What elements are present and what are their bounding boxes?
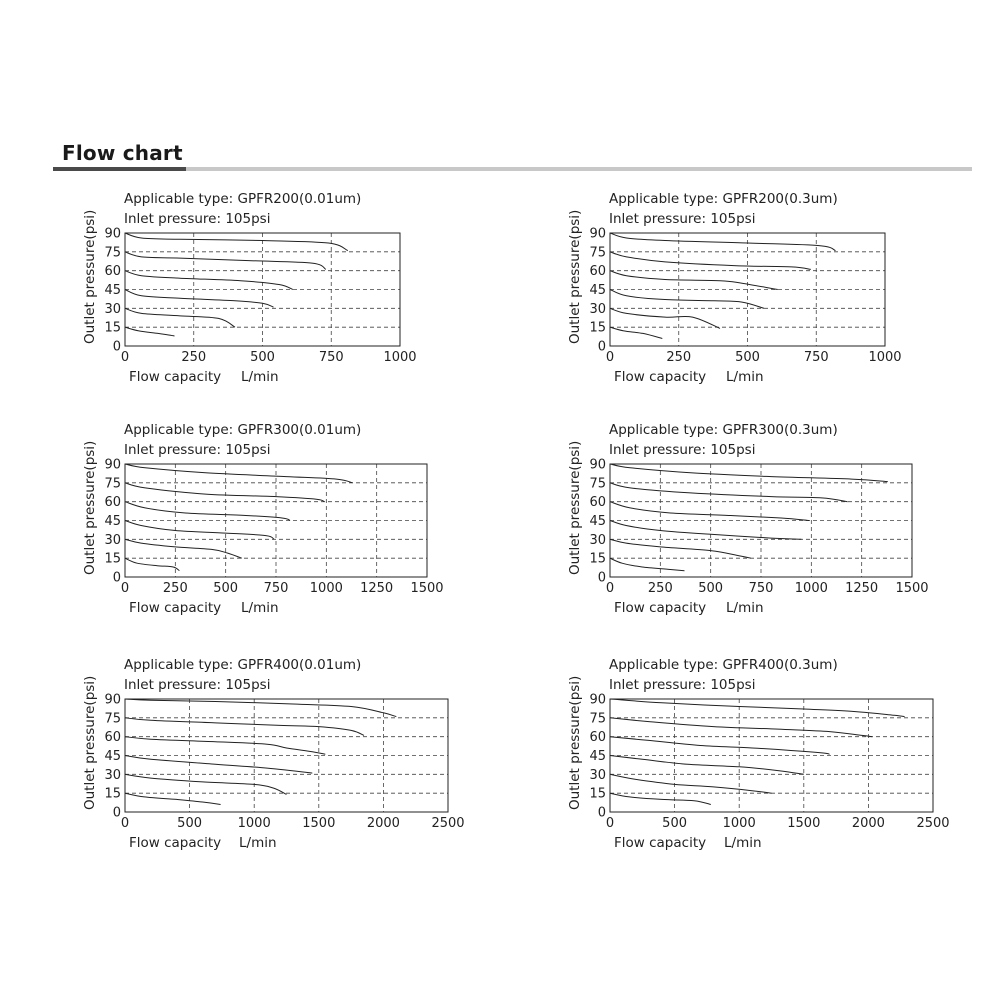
x-axis-unit: L/min: [726, 369, 764, 385]
x-axis-unit: L/min: [239, 835, 277, 851]
y-axis-label: Outlet pressure(psi): [567, 675, 583, 810]
y-tick-label: 60: [104, 495, 121, 511]
series-line-4: [125, 521, 274, 540]
y-tick-label: 90: [589, 692, 606, 708]
x-axis-unit: L/min: [241, 369, 279, 385]
series-line-5: [610, 774, 772, 793]
chart-plot: [566, 657, 996, 867]
y-tick-label: 75: [104, 711, 121, 727]
x-axis-label: Flow capacity: [129, 835, 222, 851]
y-tick-label: 90: [589, 457, 606, 473]
y-tick-label: 15: [104, 320, 121, 336]
y-tick-label: 60: [589, 730, 606, 746]
series-line-6: [125, 327, 175, 336]
series-line-3: [125, 502, 290, 521]
y-tick-label: 30: [104, 532, 121, 548]
y-axis-label: Outlet pressure(psi): [82, 209, 98, 344]
chart-panel-3: [81, 422, 511, 632]
y-tick-label: 15: [104, 551, 121, 567]
header-accent-bar: [53, 167, 186, 171]
x-tick-label: 500: [735, 350, 760, 365]
x-tick-label: 1500: [787, 816, 821, 831]
chart-plot: [566, 422, 996, 632]
y-tick-label: 15: [104, 786, 121, 802]
x-tick-label: 500: [213, 581, 239, 596]
x-tick-label: 1250: [360, 581, 394, 596]
y-tick-label: 30: [104, 301, 121, 317]
y-tick-label: 45: [104, 749, 121, 764]
chart-title: Applicable type: GPFR300(0.01um): [124, 422, 362, 438]
y-tick-label: 60: [589, 495, 606, 511]
x-tick-label: 250: [666, 350, 692, 365]
y-axis-label: Outlet pressure(psi): [82, 675, 98, 810]
y-tick-label: 90: [104, 457, 121, 473]
x-tick-label: 0: [120, 350, 130, 365]
series-line-2: [610, 718, 872, 737]
x-tick-label: 500: [698, 581, 724, 596]
y-tick-label: 0: [112, 339, 121, 355]
x-axis-unit: L/min: [241, 600, 279, 616]
header-rule: [53, 167, 972, 171]
chart-plot: [81, 422, 511, 632]
y-tick-label: 30: [589, 532, 606, 548]
y-tick-label: 60: [589, 264, 606, 280]
x-tick-label: 2000: [366, 816, 400, 831]
y-tick-label: 75: [589, 711, 606, 727]
y-tick-label: 90: [104, 226, 121, 242]
series-line-4: [610, 290, 764, 309]
series-line-1: [610, 699, 905, 717]
series-line-2: [610, 252, 811, 270]
chart-panel-2: [566, 191, 996, 401]
y-tick-label: 0: [597, 339, 606, 355]
x-axis-unit: L/min: [724, 835, 762, 851]
x-tick-label: 0: [120, 816, 130, 831]
x-tick-label: 1500: [895, 581, 929, 596]
x-tick-label: 2000: [851, 816, 885, 831]
y-tick-label: 75: [589, 476, 606, 492]
chart-subtitle: Inlet pressure: 105psi: [124, 442, 271, 458]
y-tick-label: 90: [104, 692, 121, 708]
x-tick-label: 250: [647, 581, 673, 596]
y-tick-label: 30: [104, 767, 121, 783]
x-tick-label: 750: [748, 581, 774, 596]
chart-subtitle: Inlet pressure: 105psi: [124, 677, 271, 693]
x-tick-label: 0: [605, 816, 615, 831]
x-axis-label: Flow capacity: [614, 600, 707, 616]
series-line-3: [125, 737, 325, 755]
y-tick-label: 15: [589, 320, 606, 336]
series-line-6: [610, 327, 662, 338]
series-line-2: [125, 718, 364, 736]
series-line-3: [610, 737, 830, 755]
y-tick-label: 75: [104, 245, 121, 261]
x-tick-label: 1500: [410, 581, 444, 596]
y-tick-label: 45: [104, 283, 121, 298]
series-line-1: [610, 464, 888, 482]
y-tick-label: 90: [589, 226, 606, 242]
x-tick-label: 250: [181, 350, 207, 365]
y-tick-label: 0: [597, 570, 606, 586]
y-tick-label: 0: [112, 570, 121, 586]
series-line-4: [610, 521, 801, 540]
x-tick-label: 1000: [868, 350, 902, 365]
page-title: Flow chart: [62, 141, 183, 165]
series-line-5: [610, 539, 751, 558]
x-tick-label: 1000: [722, 816, 756, 831]
y-tick-label: 0: [112, 805, 121, 821]
series-line-2: [125, 483, 324, 502]
chart-plot: [81, 191, 511, 401]
x-axis-label: Flow capacity: [129, 600, 222, 616]
chart-subtitle: Inlet pressure: 105psi: [124, 211, 271, 227]
x-tick-label: 1000: [383, 350, 417, 365]
series-line-1: [125, 233, 348, 251]
series-line-5: [125, 539, 242, 558]
series-line-4: [125, 290, 274, 308]
chart-title: Applicable type: GPFR200(0.01um): [124, 191, 362, 207]
y-tick-label: 45: [589, 514, 606, 529]
chart-plot: [81, 657, 511, 867]
series-line-4: [125, 756, 312, 774]
x-tick-label: 1000: [794, 581, 828, 596]
series-line-3: [610, 502, 809, 521]
y-tick-label: 0: [597, 805, 606, 821]
series-line-2: [125, 252, 326, 270]
x-tick-label: 500: [250, 350, 275, 365]
series-line-5: [125, 308, 235, 327]
y-tick-label: 15: [589, 551, 606, 567]
x-tick-label: 500: [177, 816, 203, 831]
x-tick-label: 1000: [237, 816, 271, 831]
chart-panel-4: [566, 422, 996, 632]
series-line-1: [125, 699, 396, 717]
series-line-5: [125, 774, 287, 794]
x-tick-label: 1000: [309, 581, 343, 596]
y-axis-label: Outlet pressure(psi): [567, 209, 583, 344]
x-tick-label: 500: [662, 816, 688, 831]
y-tick-label: 75: [589, 245, 606, 261]
x-axis-unit: L/min: [726, 600, 764, 616]
series-line-6: [610, 558, 685, 571]
x-tick-label: 750: [803, 350, 829, 365]
section-header: [53, 140, 972, 174]
series-line-6: [125, 558, 179, 571]
y-tick-label: 75: [104, 476, 121, 492]
chart-subtitle: Inlet pressure: 105psi: [609, 211, 756, 227]
x-axis-label: Flow capacity: [614, 835, 707, 851]
series-line-1: [610, 233, 836, 251]
series-line-6: [610, 793, 711, 804]
y-tick-label: 30: [589, 767, 606, 783]
y-axis-label: Outlet pressure(psi): [567, 440, 583, 575]
x-tick-label: 0: [120, 581, 130, 596]
series-line-1: [125, 464, 353, 483]
series-line-4: [610, 756, 804, 775]
x-tick-label: 750: [318, 350, 344, 365]
chart-title: Applicable type: GPFR400(0.01um): [124, 657, 362, 673]
x-tick-label: 1500: [302, 816, 336, 831]
series-line-6: [125, 793, 221, 804]
y-axis-label: Outlet pressure(psi): [82, 440, 98, 575]
x-axis-label: Flow capacity: [614, 369, 707, 385]
x-tick-label: 0: [605, 581, 615, 596]
series-line-3: [125, 271, 293, 290]
y-tick-label: 45: [104, 514, 121, 529]
chart-panel-5: [81, 657, 511, 867]
x-tick-label: 2500: [431, 816, 465, 831]
y-tick-label: 45: [589, 283, 606, 298]
y-tick-label: 45: [589, 749, 606, 764]
chart-title: Applicable type: GPFR200(0.3um): [609, 191, 838, 207]
chart-plot: [566, 191, 996, 401]
x-tick-label: 1250: [845, 581, 879, 596]
series-line-5: [610, 308, 720, 328]
y-tick-label: 30: [589, 301, 606, 317]
x-tick-label: 250: [162, 581, 188, 596]
x-tick-label: 750: [263, 581, 289, 596]
y-tick-label: 15: [589, 786, 606, 802]
series-line-2: [610, 483, 848, 502]
y-tick-label: 60: [104, 730, 121, 746]
chart-panel-1: [81, 191, 511, 401]
x-axis-label: Flow capacity: [129, 369, 222, 385]
x-tick-label: 2500: [916, 816, 950, 831]
chart-subtitle: Inlet pressure: 105psi: [609, 442, 756, 458]
chart-title: Applicable type: GPFR400(0.3um): [609, 657, 838, 673]
x-tick-label: 0: [605, 350, 615, 365]
series-line-3: [610, 271, 778, 290]
chart-title: Applicable type: GPFR300(0.3um): [609, 422, 838, 438]
chart-subtitle: Inlet pressure: 105psi: [609, 677, 756, 693]
y-tick-label: 60: [104, 264, 121, 280]
chart-panel-6: [566, 657, 996, 867]
